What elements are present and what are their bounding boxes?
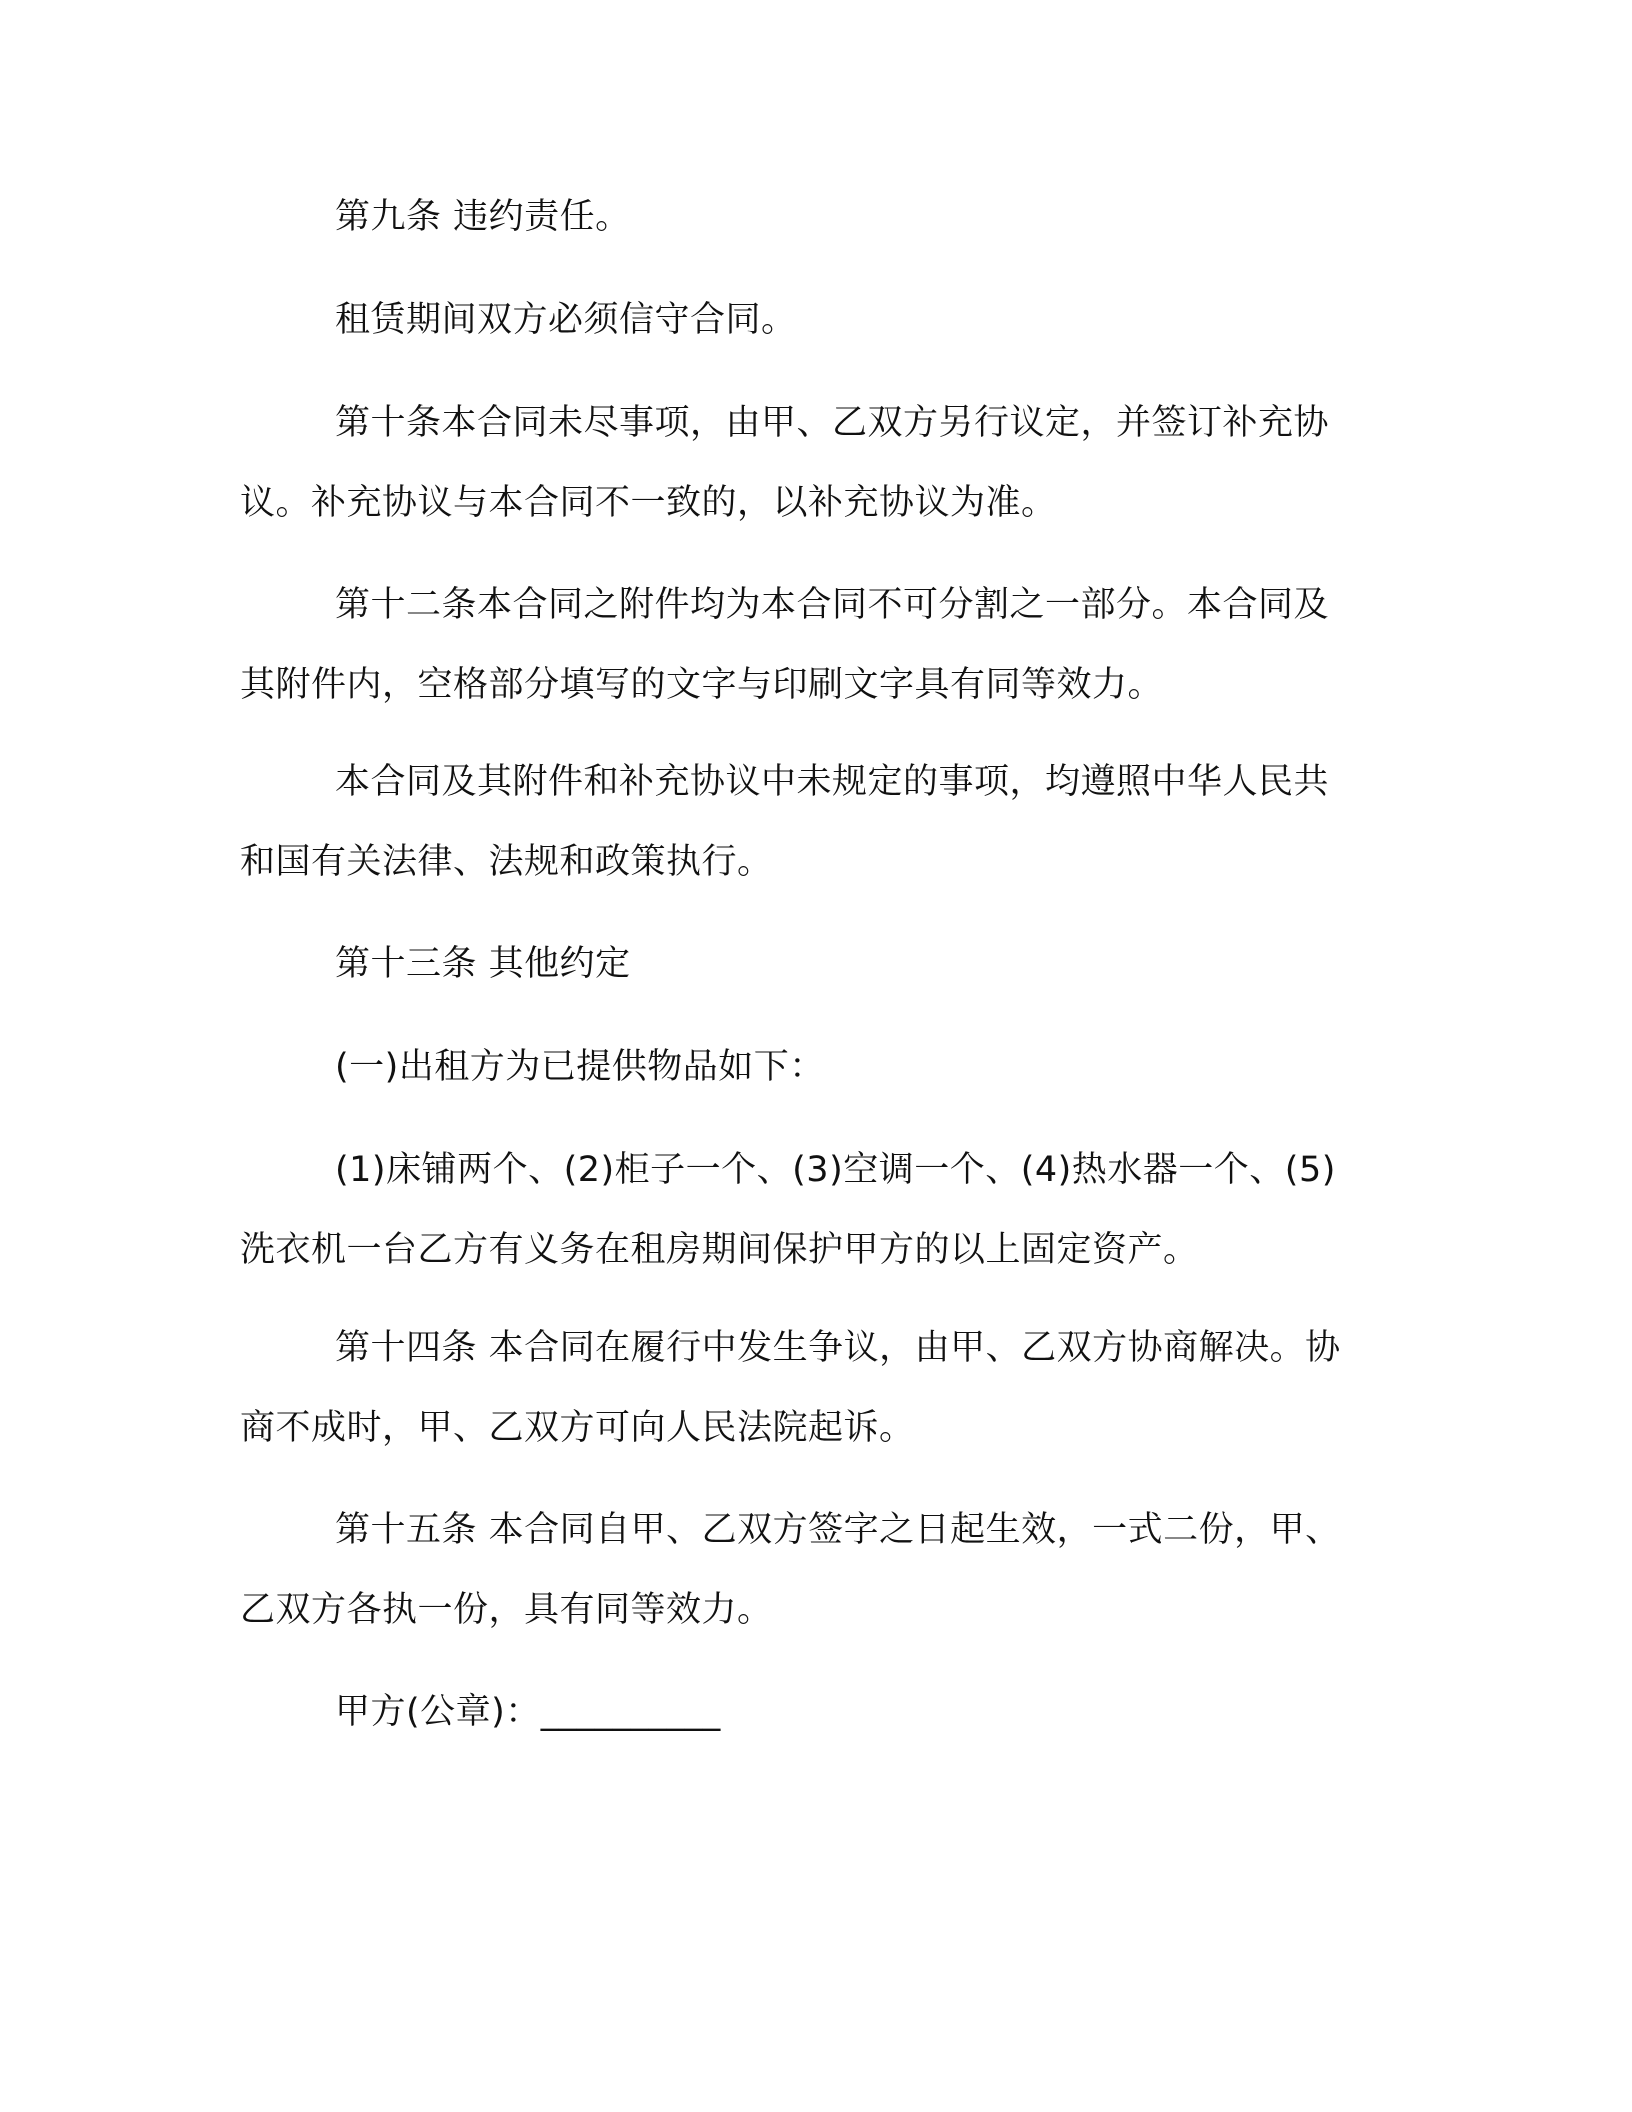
- paragraph-line: 第十五条 本合同自甲、乙双方签字之日起生效，一式二份，甲、: [335, 1510, 1341, 1550]
- article-9-heading: [240, 177, 1380, 257]
- paragraph-line: 乙双方各执一份，具有同等效力。: [240, 1590, 773, 1630]
- article-9-body: [240, 280, 1380, 360]
- paragraph-line: (1)床铺两个、(2)柜子一个、(3)空调一个、(4)热水器一个、(5): [335, 1150, 1336, 1190]
- article-13-heading: [240, 924, 1380, 1004]
- paragraph-line: 第十四条 本合同在履行中发生争议，由甲、乙双方协商解决。协: [335, 1328, 1341, 1368]
- unregulated-matters-paragraph: [240, 742, 1380, 902]
- article-14: [240, 1308, 1380, 1468]
- paragraph-line: 商不成时，甲、乙双方可向人民法院起诉。: [240, 1408, 915, 1448]
- paragraph-line: 本合同及其附件和补充协议中未规定的事项，均遵照中华人民共: [335, 762, 1330, 802]
- party-a-signature-line: [240, 1672, 1380, 1752]
- article-10: [240, 383, 1380, 543]
- provided-items-list: [240, 1130, 1380, 1290]
- paragraph-line: 其附件内，空格部分填写的文字与印刷文字具有同等效力。: [240, 665, 1164, 705]
- paragraph-line: (一)出租方为已提供物品如下：: [335, 1047, 825, 1087]
- paragraph-line: 第十条本合同未尽事项，由甲、乙双方另行议定，并签订补充协: [335, 403, 1330, 443]
- paragraph-line: 第十三条 其他约定: [335, 944, 631, 984]
- paragraph-line: 洗衣机一台乙方有义务在租房期间保护甲方的以上固定资产。: [240, 1230, 1199, 1270]
- paragraph-line: 甲方(公章)：__________: [335, 1692, 721, 1732]
- paragraph-line: 租赁期间双方必须信守合同。: [335, 300, 797, 340]
- paragraph-line: 和国有关法律、法规和政策执行。: [240, 842, 773, 882]
- paragraph-line: 第九条 违约责任。: [335, 197, 631, 237]
- paragraph-line: 议。补充协议与本合同不一致的，以补充协议为准。: [240, 483, 1057, 523]
- article-12: [240, 565, 1380, 725]
- article-15: [240, 1490, 1380, 1650]
- paragraph-line: 第十二条本合同之附件均为本合同不可分割之一部分。本合同及: [335, 585, 1330, 625]
- provided-items-intro: [240, 1027, 1380, 1107]
